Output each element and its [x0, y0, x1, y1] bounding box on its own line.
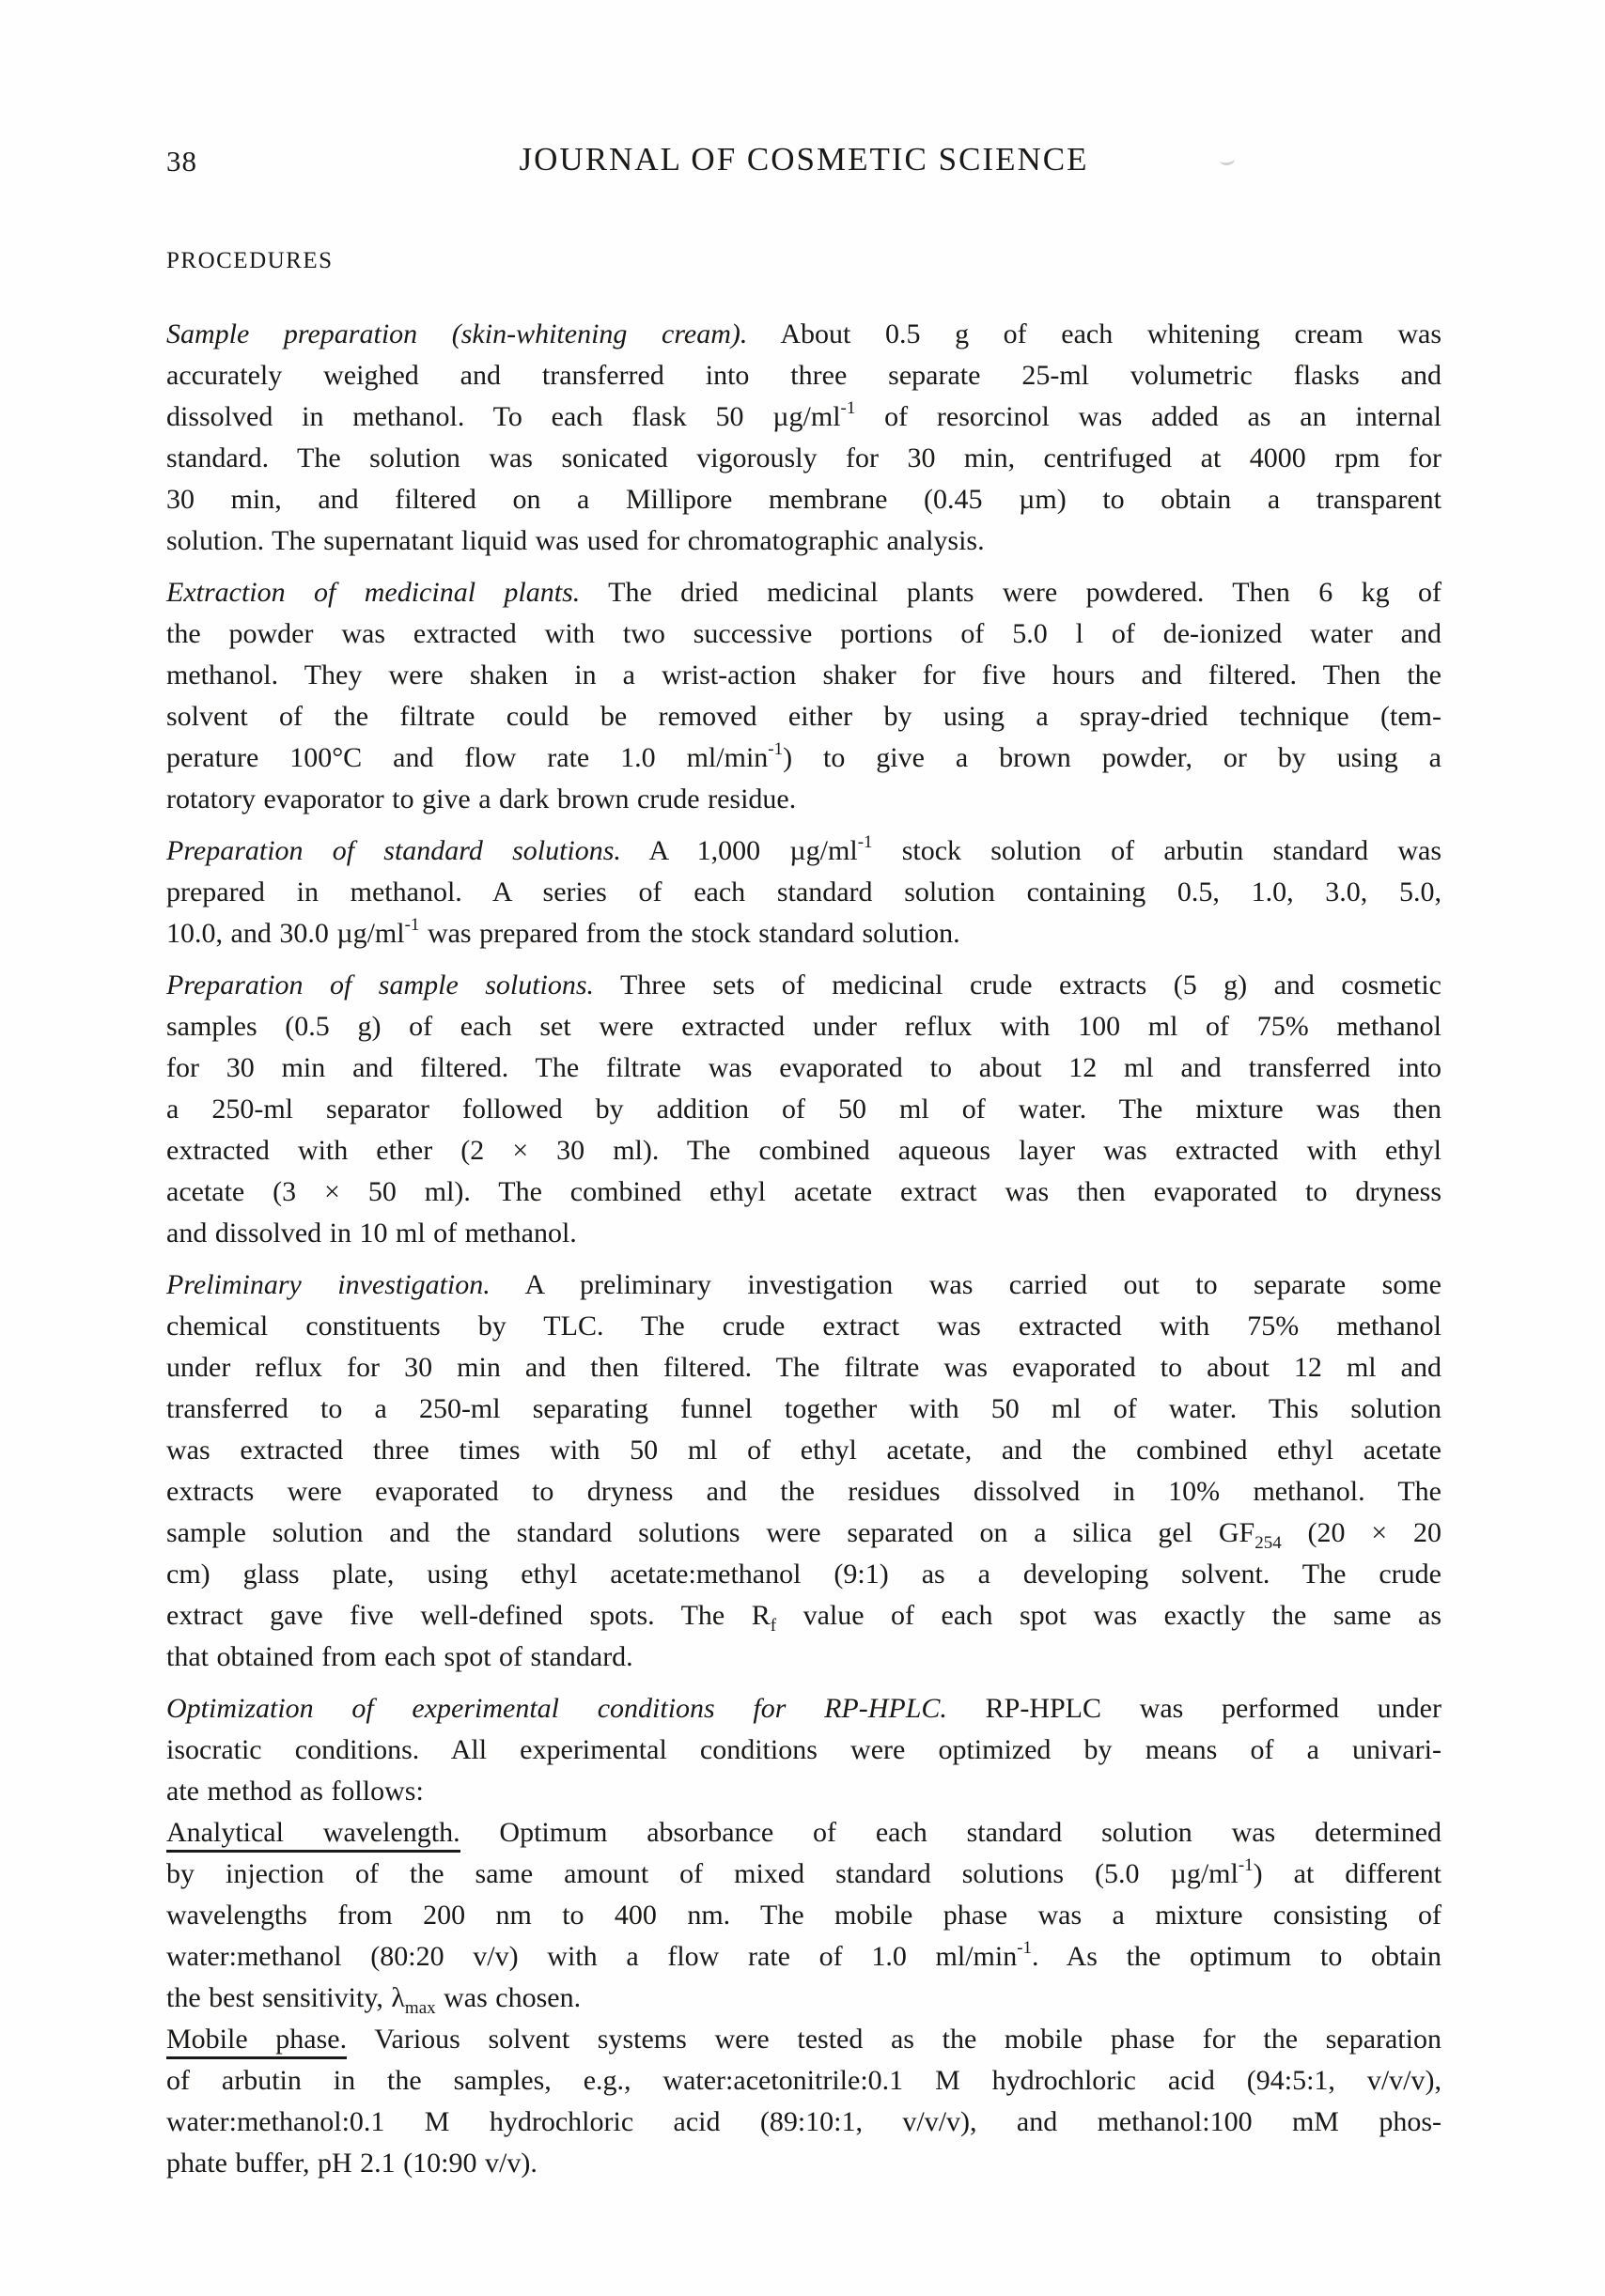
- text-line: cm) glass plate, using ethyl acetate:methanol (9:1) as a developing solvent. The crude: [166, 1559, 1441, 1590]
- text-line: water:methanol:0.1 M hydrochloric acid (89:10:1, v/v/v), and methanol:100 mM phos-: [166, 2106, 1441, 2137]
- text-line: by injection of the same amount of mixed standard solutions (5.0 $\mu g/ml^{-1}$) at different: [166, 1855, 1441, 1889]
- text-line: Analytical wavelength. Optimum absorbance of each standard solution was determined: [166, 1812, 1441, 1854]
- paragraph-preparation-of-standard-solutions: [166, 830, 1441, 954]
- text-line: standard. The solution was sonicated vigorously for 30 min, centrifuged at 4000 rpm for: [166, 442, 1441, 473]
- text-line: 30 min, and filtered on a Millipore membrane (0.45 µm) to obtain a transparent: [166, 484, 1441, 515]
- text-line: dissolved in methanol. To each flask 50 $\mu g/ml^{-1}$ of resorcinol was added as an internal: [166, 398, 1441, 432]
- text-line: phate buffer, pH 2.1 (10:90 v/v).: [166, 2148, 538, 2179]
- text-line: sample solution and the standard solutions were separated on a silica gel $GF_{254}$ (20 × 20: [166, 1517, 1441, 1553]
- paragraph-optimization-rp-hplc: [166, 1688, 1441, 1812]
- text-line: extracted with ether (2 × 30 ml). The combined aqueous layer was extracted with ethyl: [166, 1135, 1441, 1166]
- text-line: Preparation of sample solutions. Three sets of medicinal crude extracts (5 g) and cosmetic: [166, 970, 1441, 1001]
- text-line: of arbutin in the samples, e.g., water:acetonitrile:0.1 M hydrochloric acid (94:5:1, v/v/v),: [166, 2065, 1441, 2096]
- text-line: Mobile phase. Various solvent systems were tested as the mobile phase for the separation: [166, 2019, 1441, 2060]
- text-line: transferred to a 250-ml separating funnel together with 50 ml of water. This solution: [166, 1393, 1441, 1424]
- paragraph-preparation-of-sample-solutions: [166, 965, 1441, 1254]
- paragraph-sample-preparation: [166, 314, 1441, 562]
- text-line: accurately weighed and transferred into three separate 25-ml volumetric flasks and: [166, 360, 1441, 391]
- text-line: that obtained from each spot of standard.: [166, 1641, 633, 1672]
- text-line: Optimization of experimental conditions for RP-HPLC. RP-HPLC was performed under: [166, 1693, 1441, 1724]
- text-line: Preliminary investigation. A preliminary investigation was carried out to separate some: [166, 1269, 1441, 1300]
- text-line: rotatory evaporator to give a dark brown crude residue.: [166, 783, 797, 814]
- text-line: Extraction of medicinal plants. The dried medicinal plants were powdered. Then 6 kg of: [166, 577, 1441, 608]
- text-line: for 30 min and filtered. The filtrate was evaporated to about 12 ml and transferred into: [166, 1052, 1441, 1083]
- page-number: 38: [166, 145, 197, 178]
- page-content: [166, 141, 1441, 2184]
- text-line: water:methanol (80:20 v/v) with a flow rate of 1.0 $ml/\min^{-1}$. As the optimum to obtain: [166, 1938, 1441, 1972]
- article-body: [166, 314, 1441, 2184]
- text-line: under reflux for 30 min and then filtered. The filtrate was evaporated to about 12 ml and: [166, 1352, 1441, 1383]
- journal-title: JOURNAL OF COSMETIC SCIENCE: [519, 141, 1089, 178]
- text-line: Sample preparation (skin-whitening cream). About 0.5 g of each whitening cream was: [166, 318, 1441, 349]
- text-line: perature 100°C and flow rate 1.0 $ml/\min^{-1}$) to give a brown powder, or by using a: [166, 739, 1441, 773]
- text-line: and dissolved in 10 ml of methanol.: [166, 1218, 577, 1249]
- text-line: a 250-ml separator followed by addition of 50 ml of water. The mixture was then: [166, 1094, 1441, 1125]
- text-line: isocratic conditions. All experimental conditions were optimized by means of a univari-: [166, 1734, 1441, 1765]
- text-line: solution. The supernatant liquid was used for chromatographic analysis.: [166, 525, 985, 556]
- text-line: samples (0.5 g) of each set were extracted under reflux with 100 ml of 75% methanol: [166, 1011, 1441, 1042]
- text-line: prepared in methanol. A series of each standard solution containing 0.5, 1.0, 3.0, 5.0,: [166, 877, 1441, 908]
- text-line: acetate (3 × 50 ml). The combined ethyl acetate extract was then evaporated to dryness: [166, 1176, 1441, 1207]
- paragraph-analytical-wavelength: [166, 1812, 1441, 2019]
- text-line: solvent of the filtrate could be removed either by using a spray-dried technique (tem-: [166, 701, 1441, 732]
- text-line: the best sensitivity, $\lambda_{max}$ was chosen.: [166, 1982, 582, 2018]
- paragraph-preliminary-investigation: [166, 1264, 1441, 1678]
- text-line: the powder was extracted with two successive portions of 5.0 l of de-ionized water and: [166, 618, 1441, 649]
- text-line: was extracted three times with 50 ml of ethyl acetate, and the combined ethyl acetate: [166, 1435, 1441, 1466]
- paragraph-mobile-phase: [166, 2019, 1441, 2184]
- paragraph-extraction-of-medicinal-plants: [166, 572, 1441, 820]
- text-line: chemical constituents by TLC. The crude extract was extracted with 75% methanol: [166, 1311, 1441, 1342]
- text-line: methanol. They were shaken in a wrist-action shaker for five hours and filtered. Then the: [166, 659, 1441, 690]
- text-line: wavelengths from 200 nm to 400 nm. The mobile phase was a mixture consisting of: [166, 1900, 1441, 1931]
- text-line: Preparation of standard solutions. A 1,000 $\mu g/ml^{-1}$ stock solution of arbutin standard was: [166, 832, 1441, 866]
- text-line: extracts were evaporated to dryness and the residues dissolved in 10% methanol. The: [166, 1476, 1441, 1507]
- text-line: ate method as follows:: [166, 1776, 424, 1807]
- page-header: [166, 141, 1441, 182]
- text-line: 10.0, and 30.0 $\mu g/ml^{-1}$ was prepared from the stock standard solution.: [166, 915, 960, 949]
- section-heading: PROCEDURES: [166, 248, 334, 273]
- text-line: extract gave five well-defined spots. The $R_f$ value of each spot was exactly the same as: [166, 1600, 1441, 1636]
